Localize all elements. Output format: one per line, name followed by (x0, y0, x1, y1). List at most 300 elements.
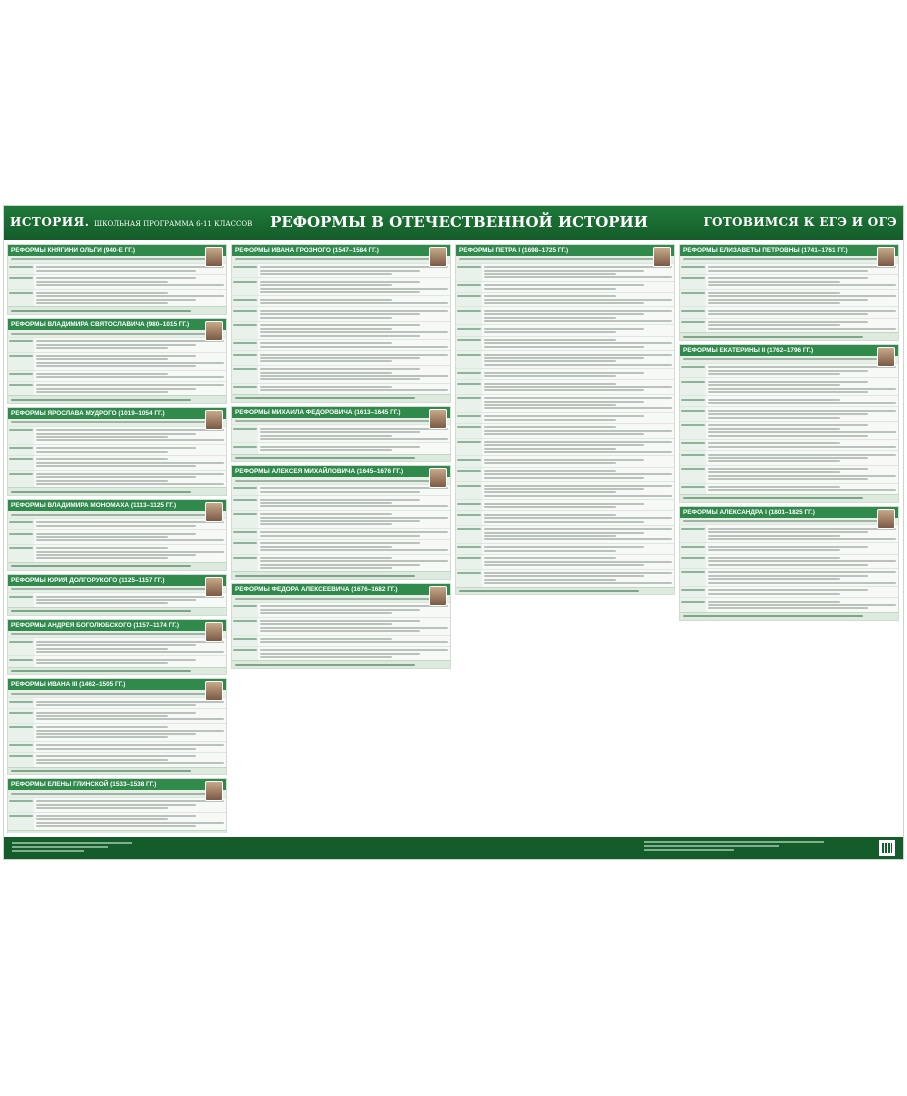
reform-area-label (8, 264, 34, 274)
reform-description (34, 456, 226, 470)
reform-title: РЕФОРМЫ АЛЕКСЕЯ МИХАЙЛОВИЧА (1645–1676 ГГ.) (232, 466, 450, 477)
reform-area-label (232, 351, 258, 365)
reform-description (34, 593, 226, 607)
qr-code-icon (879, 840, 895, 856)
reform-result (8, 607, 226, 615)
reform-section (7, 244, 227, 315)
reform-goal-text (8, 631, 226, 638)
reform-row (8, 723, 226, 741)
reform-row (232, 635, 450, 646)
reform-row (8, 592, 226, 607)
reform-row (680, 318, 898, 333)
reform-description (482, 282, 674, 292)
reform-area-label (456, 369, 482, 379)
reform-description (482, 337, 674, 351)
reform-row (8, 426, 226, 444)
reform-title: РЕФОРМЫ ФЕДОРА АЛЕКСЕЕВИЧА (1676–1682 ГГ.) (232, 584, 450, 595)
reform-description (34, 471, 226, 488)
reform-area-label (680, 396, 706, 406)
reform-description (34, 275, 226, 289)
reform-description (258, 636, 450, 646)
reform-row (680, 568, 898, 586)
reform-goal-text (232, 418, 450, 425)
ruler-portrait-icon (205, 502, 223, 522)
reform-area-label (8, 724, 34, 741)
reform-area-label (232, 647, 258, 661)
reform-area-label (232, 307, 258, 321)
reform-result (232, 394, 450, 402)
reform-description (258, 603, 450, 617)
reform-description (258, 555, 450, 572)
reform-description (34, 382, 226, 396)
reform-description (482, 369, 674, 379)
ruler-portrait-icon (205, 577, 223, 597)
ruler-portrait-icon (877, 509, 895, 529)
reform-row (8, 697, 226, 708)
reform-row (8, 470, 226, 488)
reform-description (482, 500, 674, 510)
reform-description (258, 443, 450, 453)
reform-area-label (680, 466, 706, 483)
reform-goal-text (8, 256, 226, 263)
reform-area-label (456, 500, 482, 510)
reform-description (482, 424, 674, 438)
reform-row (680, 363, 898, 378)
reform-description (34, 753, 226, 767)
reform-description (706, 484, 898, 494)
reform-section (231, 465, 451, 580)
reform-result (232, 454, 450, 462)
reform-row (232, 617, 450, 635)
reform-description (482, 325, 674, 335)
reform-area-label (456, 544, 482, 554)
reform-area-label (232, 322, 258, 339)
reform-description (258, 296, 450, 306)
poster (3, 205, 904, 860)
reform-area-label (232, 496, 258, 510)
reform-goal-text (8, 330, 226, 337)
reform-description (258, 384, 450, 394)
reform-goal-text (8, 511, 226, 518)
reform-row (232, 484, 450, 495)
reform-row (456, 368, 674, 379)
reform-row (680, 263, 898, 274)
reform-description (34, 353, 226, 370)
banner (4, 206, 903, 240)
reform-row (680, 554, 898, 569)
reform-title: РЕФОРМЫ ПЕТРА I (1698–1725 ГГ.) (456, 245, 674, 256)
reform-description (34, 545, 226, 562)
reform-row (8, 544, 226, 562)
reform-title: РЕФОРМЫ ВЛАДИМИРА МОНОМАХА (1113–1125 ГГ.) (8, 500, 226, 511)
reform-area-label (8, 471, 34, 488)
reform-row (456, 481, 674, 499)
reform-title: РЕФОРМЫ КНЯГИНИ ОЛЬГИ (940-Е ГГ.) (8, 245, 226, 256)
reform-description (34, 338, 226, 352)
reform-area-label (680, 319, 706, 333)
reform-row (680, 586, 898, 597)
reform-result (8, 667, 226, 675)
reform-row (456, 336, 674, 351)
reform-description (482, 555, 674, 569)
reform-area-label (8, 593, 34, 607)
reform-goal-text (456, 256, 674, 263)
reform-description (706, 319, 898, 333)
reform-description (706, 587, 898, 597)
reform-goal-text (232, 256, 450, 263)
reform-area-label (8, 798, 34, 812)
reform-row (8, 655, 226, 666)
reform-result (456, 587, 674, 595)
reform-area-label (8, 456, 34, 470)
reform-description (706, 466, 898, 483)
reform-description (34, 519, 226, 529)
reform-description (34, 742, 226, 752)
poster-title: РЕФОРМЫ В ОТЕЧЕСТВЕННОЙ ИСТОРИИ (270, 213, 648, 231)
reform-description (34, 264, 226, 274)
reform-description (706, 440, 898, 450)
reform-description (482, 456, 674, 466)
reform-area-label (680, 290, 706, 307)
ruler-portrait-icon (877, 247, 895, 267)
reform-description (482, 468, 674, 482)
reform-section (7, 318, 227, 404)
reform-area-label (456, 325, 482, 335)
reform-goal-text (232, 595, 450, 602)
reform-result (8, 767, 226, 775)
reform-area-label (232, 425, 258, 442)
reform-section (7, 499, 227, 570)
reform-description (706, 598, 898, 612)
reform-description (706, 264, 898, 274)
reform-row (8, 274, 226, 289)
reform-area-label (456, 380, 482, 394)
ruler-portrait-icon (429, 468, 447, 488)
reform-description (482, 544, 674, 554)
reform-row (456, 423, 674, 438)
reform-row (680, 483, 898, 494)
reform-area-label (680, 440, 706, 450)
reform-row (680, 421, 898, 439)
reform-row (232, 365, 450, 383)
reform-section (679, 344, 899, 503)
reform-description (706, 569, 898, 586)
reform-area-label (8, 709, 34, 723)
reform-row (680, 465, 898, 483)
reform-row (680, 395, 898, 406)
reform-row (8, 352, 226, 370)
ruler-portrait-icon (205, 622, 223, 642)
reform-description (258, 511, 450, 528)
reform-description (258, 366, 450, 383)
ruler-portrait-icon (205, 410, 223, 430)
reform-row (8, 381, 226, 396)
reform-description (706, 275, 898, 289)
reform-row (456, 569, 674, 587)
reform-row (456, 379, 674, 394)
reform-area-label (232, 618, 258, 635)
reform-result (232, 571, 450, 579)
reform-section (679, 506, 899, 621)
reform-area-label (8, 338, 34, 352)
reform-description (258, 425, 450, 442)
reform-area-label (456, 526, 482, 543)
reform-goal-text (232, 477, 450, 484)
subject: ИСТОРИЯ. (10, 215, 90, 229)
reform-row (8, 337, 226, 352)
reform-description (34, 798, 226, 812)
reform-area-label (8, 742, 34, 752)
reform-row (680, 377, 898, 395)
reform-description (34, 724, 226, 741)
reform-description (258, 307, 450, 321)
reform-area-label (232, 264, 258, 278)
reform-row (8, 708, 226, 723)
reform-description (482, 511, 674, 525)
reform-row (8, 444, 226, 455)
reform-row (680, 450, 898, 465)
reform-area-label (456, 482, 482, 499)
reform-area-label (456, 456, 482, 466)
reform-area-label (456, 424, 482, 438)
ruler-portrait-icon (429, 409, 447, 429)
reform-title: РЕФОРМЫ ИВАНА III (1462–1505 ГГ.) (8, 679, 226, 690)
reform-row (456, 510, 674, 525)
reform-area-label (456, 555, 482, 569)
reform-area-label (232, 555, 258, 572)
reform-area-label (8, 813, 34, 830)
reform-area-label (8, 656, 34, 666)
ruler-portrait-icon (205, 321, 223, 341)
reform-area-label (680, 525, 706, 542)
reform-row (8, 812, 226, 830)
reform-area-label (232, 296, 258, 306)
reform-area-label (456, 413, 482, 423)
reform-result (8, 487, 226, 495)
publisher-address (644, 841, 824, 853)
reform-area-label (232, 340, 258, 350)
reform-row (8, 741, 226, 752)
reform-area-label (232, 366, 258, 383)
reform-area-label (232, 529, 258, 539)
reform-description (706, 422, 898, 439)
reform-description (34, 638, 226, 655)
reform-row (680, 289, 898, 307)
reform-row (232, 528, 450, 539)
reform-area-label (232, 511, 258, 528)
reform-area-label (456, 511, 482, 525)
reform-description (34, 656, 226, 666)
reform-area-label (232, 603, 258, 617)
ruler-portrait-icon (653, 247, 671, 267)
reform-area-label (456, 264, 482, 281)
reform-area-label (680, 451, 706, 465)
reform-row (8, 370, 226, 381)
reform-description (34, 427, 226, 444)
reform-row (456, 306, 674, 324)
reform-area-label (456, 307, 482, 324)
reform-area-label (8, 275, 34, 289)
reform-row (456, 394, 674, 412)
reform-area-label (232, 540, 258, 554)
reform-description (706, 451, 898, 465)
reform-row (232, 263, 450, 278)
reform-row (456, 525, 674, 543)
reform-area-label (8, 638, 34, 655)
reform-area-label (8, 753, 34, 767)
reform-area-label (456, 293, 482, 307)
exam-label: ГОТОВИМСЯ К ЕГЭ И ОГЭ (703, 215, 897, 229)
reform-row (456, 467, 674, 482)
reform-row (232, 339, 450, 350)
reform-row (232, 277, 450, 295)
reform-row (232, 442, 450, 453)
reform-row (456, 281, 674, 292)
reform-section (231, 583, 451, 669)
ruler-portrait-icon (205, 247, 223, 267)
reform-description (258, 618, 450, 635)
reform-row (8, 518, 226, 529)
reform-row (232, 350, 450, 365)
reform-row (456, 499, 674, 510)
reform-area-label (680, 569, 706, 586)
reform-row (232, 295, 450, 306)
reform-title: РЕФОРМЫ АНДРЕЯ БОГОЛЮБСКОГО (1157–1174 ГГ.) (8, 620, 226, 631)
reform-row (680, 597, 898, 612)
reform-description (34, 698, 226, 708)
reform-description (706, 396, 898, 406)
ruler-portrait-icon (429, 586, 447, 606)
reform-row (680, 274, 898, 289)
reform-goal-text (8, 690, 226, 697)
reform-row (8, 529, 226, 544)
reform-description (706, 407, 898, 421)
reform-description (706, 290, 898, 307)
reform-title: РЕФОРМЫ МИХАИЛА ФЕДОРОВИЧА (1613–1645 ГГ.) (232, 407, 450, 418)
reform-description (258, 496, 450, 510)
reform-description (706, 307, 898, 317)
reform-description (34, 709, 226, 723)
reform-area-label (232, 443, 258, 453)
reform-row (232, 539, 450, 554)
reform-area-label (680, 587, 706, 597)
column-2 (231, 244, 451, 833)
reform-row (232, 602, 450, 617)
reform-description (706, 525, 898, 542)
reform-row (232, 554, 450, 572)
reform-area-label (8, 371, 34, 381)
reform-area-label (456, 468, 482, 482)
reform-row (456, 554, 674, 569)
reform-section (7, 407, 227, 496)
reform-row (456, 324, 674, 335)
reform-title: РЕФОРМЫ ЯРОСЛАВА МУДРОГО (1019–1054 ГГ.) (8, 408, 226, 419)
footer (4, 837, 903, 859)
reform-row (8, 263, 226, 274)
reform-title: РЕФОРМЫ ЮРИЯ ДОЛГОРУКОГО (1125–1157 ГГ.) (8, 575, 226, 586)
reform-section (7, 619, 227, 676)
reform-result (680, 494, 898, 502)
reform-description (34, 371, 226, 381)
subject-label (10, 215, 252, 229)
reform-description (258, 278, 450, 295)
reform-result (8, 830, 226, 833)
reform-description (482, 351, 674, 368)
reform-row (232, 383, 450, 394)
reform-description (258, 351, 450, 365)
reform-area-label (8, 427, 34, 444)
reform-title: РЕФОРМЫ ЕЛЕНЫ ГЛИНСКОЙ (1533–1538 ГГ.) (8, 779, 226, 790)
reform-area-label (456, 395, 482, 412)
reform-row (456, 543, 674, 554)
ruler-portrait-icon (205, 681, 223, 701)
reform-row (232, 495, 450, 510)
reform-section (455, 244, 675, 595)
reform-area-label (680, 555, 706, 569)
reform-row (680, 524, 898, 542)
reform-area-label (680, 364, 706, 378)
reform-result (680, 332, 898, 340)
reform-area-label (680, 307, 706, 317)
reform-area-label (680, 598, 706, 612)
reform-description (34, 290, 226, 307)
reform-goal-text (8, 419, 226, 426)
reform-area-label (680, 275, 706, 289)
reform-description (482, 482, 674, 499)
column-1 (7, 244, 227, 833)
reform-area-label (456, 337, 482, 351)
reform-row (680, 439, 898, 450)
reform-title: РЕФОРМЫ ЕКАТЕРИНЫ II (1762–1796 ГГ.) (680, 345, 898, 356)
reform-row (232, 424, 450, 442)
reform-section (231, 244, 451, 403)
reform-title: РЕФОРМЫ ВЛАДИМИРА СВЯТОСЛАВИЧА (980–1015 ГГ.) (8, 319, 226, 330)
reform-area-label (8, 698, 34, 708)
column-4 (679, 244, 899, 833)
reform-description (258, 529, 450, 539)
reform-description (258, 264, 450, 278)
reform-row (456, 350, 674, 368)
reform-row (8, 455, 226, 470)
reform-area-label (456, 570, 482, 587)
reform-description (706, 364, 898, 378)
reform-description (258, 647, 450, 661)
reform-goal-text (680, 518, 898, 525)
reform-section (231, 406, 451, 463)
reform-description (482, 439, 674, 456)
reform-area-label (232, 636, 258, 646)
reform-area-label (456, 351, 482, 368)
reform-area-label (456, 282, 482, 292)
reform-row (8, 797, 226, 812)
reform-description (482, 526, 674, 543)
reform-area-label (8, 519, 34, 529)
reform-result (8, 562, 226, 570)
reform-description (258, 340, 450, 350)
reform-area-label (680, 422, 706, 439)
reform-title: РЕФОРМЫ АЛЕКСАНДРА I (1801–1825 ГГ.) (680, 507, 898, 518)
reform-result (8, 306, 226, 314)
reform-area-label (232, 485, 258, 495)
reform-row (8, 637, 226, 655)
publisher-info (12, 842, 132, 854)
reform-result (232, 660, 450, 668)
reform-row (456, 438, 674, 456)
reform-row (680, 542, 898, 553)
reform-section (679, 244, 899, 341)
reform-row (456, 263, 674, 281)
reform-row (680, 406, 898, 421)
